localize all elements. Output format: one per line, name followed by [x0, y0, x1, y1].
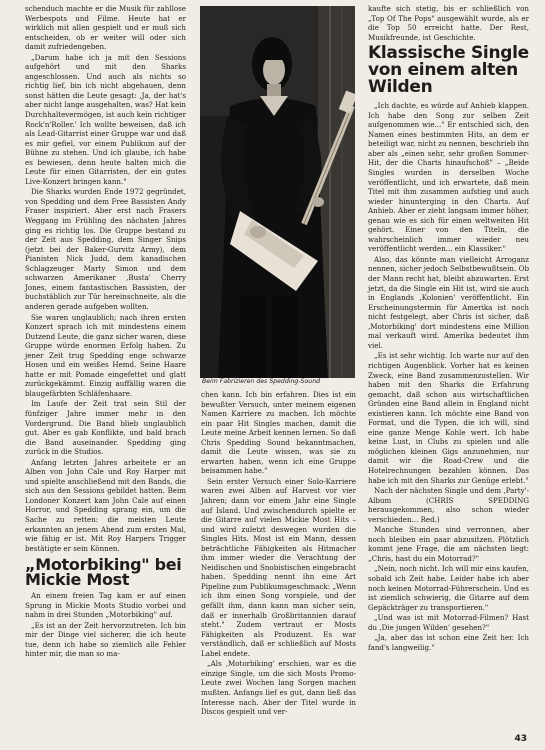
photo-caption: Beim Fabrizieren des Spedding-Sound	[202, 378, 321, 385]
guitarist-illustration	[200, 6, 355, 378]
paragraph: „Als ‚Motorbiking' erschien, war es die einzige Single, um die sich Mosts Promo-Leute zwei Wochen lang Sorgen machen mußten. Anfangs lief es gut, dann ließ das Interesse nach. Aber der Titel wurde in Discos gespielt und ver-	[201, 659, 356, 717]
paragraph: An einem freien Tag kam er auf einen Sprung in Mickie Mosts Studio vorbei und nahm in drei Stunden „Motorbiking" auf.	[25, 591, 186, 620]
paragraph: Im Laufe der Zeit trat sein Stil der fünfziger Jahre immer mehr in den Vordergrund. Die Band blieb unglaublich gut. Aber es gab Konflikte, und bald brach die Band auseinander. Spedding ging zurück in die Studios.	[25, 399, 186, 457]
paragraph: kaufte sich stetig, bis er schließlich von „Top Of The Pops" ausgewählt wurde, als er die Top 50 erreicht hatte. Der Rest, Musikfreunde, ist Geschichte.	[368, 4, 529, 42]
paragraph: Anfang letzten Jahres arbeitete er an Alben von John Cale und Roy Harper mit und spielte anschließend mit den Bands, die sich aus den Sessions gebildet hatten. Beim Londoner Konzert kam John Cale auf einen Horror, und Spedding sprang ein, um die Sache zu retten: die meisten Leute erkannten an jenem Abend zum ersten Mal, wie fähig er ist. Mit Roy Harpers Trigger bestätigte er sein Können.	[25, 457, 186, 553]
article-column-middle	[201, 390, 356, 718]
section-heading-klassische-single: Klassische Single von einem alten Wilden	[368, 43, 529, 98]
paragraph: schenduch machte er die Musik für zahllose Werbespots und Filme. Heute hat er wirklich mit allen gespielt und er muß sich entscheiden, ob er weiter will oder sich damit zufriedengeben.	[25, 4, 186, 52]
article-column-right	[368, 4, 529, 653]
paragraph: „Ja, aber das ist schon eine Zeit her. Ich fand's langweilig."	[368, 633, 529, 652]
article-column-left	[25, 4, 186, 660]
paragraph: „Es ist sehr wichtig. Ich warte nur auf den richtigen Augenblick. Vorher hat es keinen Zweck, eine Band zusammenzustellen. Wir haben mit den Sharks die Erfahrung gemacht, daß schon aus wirtschaftlichen Gründen eine Band allein in England nicht existieren kann. Ich möchte eine Band von Format, und die Typen, die ich will, sind eine ganze Menge Kohle wert. Ich habe keine Lust, in Clubs zu spielen und alle möglichen kleinen Gigs anzunehmen, nur damit wir die Road-Crew und die Hotelrechnungen bezahlen können. Das habe ich mit den Sharks zur Genüge erlebt."	[368, 351, 529, 485]
paragraph: „Ich dachte, es würde auf Anhieb klappen. Ich habe den Song zur selben Zeit aufgenommen wie..." Er entschied sich, den Namen eines bestimmten Hits, an dem er beteiligt war, nicht zu nennen, beschrieb ihn aber als „einen sehr, sehr großen Sommer-Hit, der die Charts hinaufschoß" – „Beide Singles wurden in derselben Woche veröffentlicht, und ich erwartete, daß mein Titel mit ihm zusammen aufstieg und auch wieder hinunterging in den Charts. Auf Anhieb. Aber er zieht langsam immer höher, genau wie es sich für einen weltweiten Hit gehört. Einer von den Titeln, die wahrscheinlich immer wieder neu veröffentlicht werden... ein Klassiker."	[368, 101, 529, 254]
paragraph: Die Sharks wurden Ende 1972 gegründet, von Spedding und dem Free Bassisten Andy Fraser inspiriert. Aber erst nach Frasers Weggang im Frühling des nächsten Jahres ging es richtig los. Die Gruppe bestand zu der Zeit aus Spedding, dem Singer Snips (jetzt bei der Baker-Gurvitz Army), dem Pianisten Nick Judd, dem kanadischen Schlagzeuger Marty Simon und dem schwarzen Amerikaner ‚Busta' Cherry Jones, einem fantastischen Bassisten, der buchstäblich zur Tür hereinschneite, als die anderen gerade aufgeben wollten.	[25, 187, 186, 311]
paragraph: „Es ist an der Zeit hervorzutreten. Ich bin mir der Dinge viel sicherer, die ich heute tue, denn ich habe so ziemlich alle Fehler hinter mir, die man so ma-	[25, 620, 186, 659]
paragraph: „Nein, noch nicht. Ich will mir eins kaufen, sobald ich Zeit habe. Leider habe ich aber noch keinen Motorrad-Führerschein. Und es ist ziemlich schwierig, die Gitarre auf dem Gepäckträger zu transportieren."	[368, 564, 529, 612]
paragraph: „Und was ist mit Motorrad-Filmen? Hast du ‚Die jungen Wilden' gesehen?"	[368, 613, 529, 632]
paragraph: chen kann. Ich bin erfahren. Dies ist ein bewußter Versuch, unter meinem eigenen Namen Karriere zu machen. Ich möchte ein paar Hit Singles machen, damit die Leute meine Arbeit kennen lernen. So daß Chris Spedding Sound bekanntmachen, damit die Leute wissen, was sie zu erwarten haben, wenn ich eine Gruppe beisammen habe."	[201, 390, 356, 476]
paragraph: Sein erster Versuch einer Solo-Karriere waren zwei Alben auf Harvest vor vier Jahren; dann vor einem Jahr eine Single auf Island. Und zwischendurch spielte er die Gitarre auf vielen Mickie Most Hits – und wird zuletzt deswegen wurden die Singles Hits. Most ist ein Mann, dessen beträchtliche Fähigkeiten als Hitmacher ihm immer wieder die Verachtung der Neidischen und Snobistischen eingebracht haben. Spedding nennt ihn eine Art Pipeline zum Publikumsgeschmack: „Wenn ich ihm einen Song vorspiele, und der gefällt ihm, dann kann man sicher sein, daß er innerhalb Großbritannien darauf steht." Zudem vertraut er Mosts Fähigkeiten als Produzent. Es war verständlich, daß er schließlich auf Mosts Label endete.	[201, 476, 356, 658]
guitarist-photo	[200, 6, 355, 378]
paragraph: Nach der nächsten Single und dem ‚Party'-Album (CHRIS SPEDDING herausgekommen, also schon wieder verschieden... Red.)	[368, 486, 529, 524]
paragraph: Also, das könnte man vielleicht Arroganz nennen, sicher jedoch Selbstbewußtsein. Ob der Mann recht hat, bleibt abzuwarten. Erst jetzt, da die Single ein Hit ist, wird sie auch in Englands ‚Kolonien' veröffentlicht. Ein Erscheinungstermin für Amerika ist noch nicht festgelegt, aber Chris ist sicher, daß ‚Motorbiking' dort mindestens eine Million mal verkauft wird. Amerika bedeutet ihm viel.	[368, 254, 529, 350]
paragraph: Manche Stunden sind verronnen, aber noch bleiben ein paar abzusitzen. Plötzlich kommt jene Frage, die am nächsten liegt: „Chris, hast du ein Motorrad?"	[368, 525, 529, 563]
paragraph: Sie waren unglaublich; nach ihren ersten Konzert sprach ich mit mindestens einem Dutzend Leute, die ganz sicher waren, diese Gruppe würde enormen Erfolg haben. Zu jener Zeit trug Spedding enge schwarze Hosen und ein weißes Hemd. Seine Haare hatte er mit Pomade eingefettet und glatt zurückgekämmt. Einzig auffällig waren die blaugefärbten Schläfenhaare.	[25, 312, 186, 398]
section-heading-motorbiking: „Motorbiking" bei Mickie Most	[25, 555, 182, 590]
page-number: 43	[514, 734, 527, 744]
paragraph: „Darum habe ich ja mit den Sessions aufgehört und mit den Sharks angeschlossen. Und auch als nichts so richtig lief, bin ich nicht abgehauen, denn sonst hätten die Leute gesagt: ‚Ja, der hat's aber nicht lange ausgehalten, was? Hat kein Durchhaltevermögen, ist auch kein richtiger Rock'n'Roller.' Ich wollte beweisen, daß ich als Lead-Gitarrist einer Gruppe war und daß es mir gefiel, vor einem Publikum auf der Bühne zu stehen. Und ich glaube, ich habe es bewiesen, denn heute halten mich die Leute für einen Gitarristen, der ein gutes Live-Konzert bringen kann."	[25, 52, 186, 186]
